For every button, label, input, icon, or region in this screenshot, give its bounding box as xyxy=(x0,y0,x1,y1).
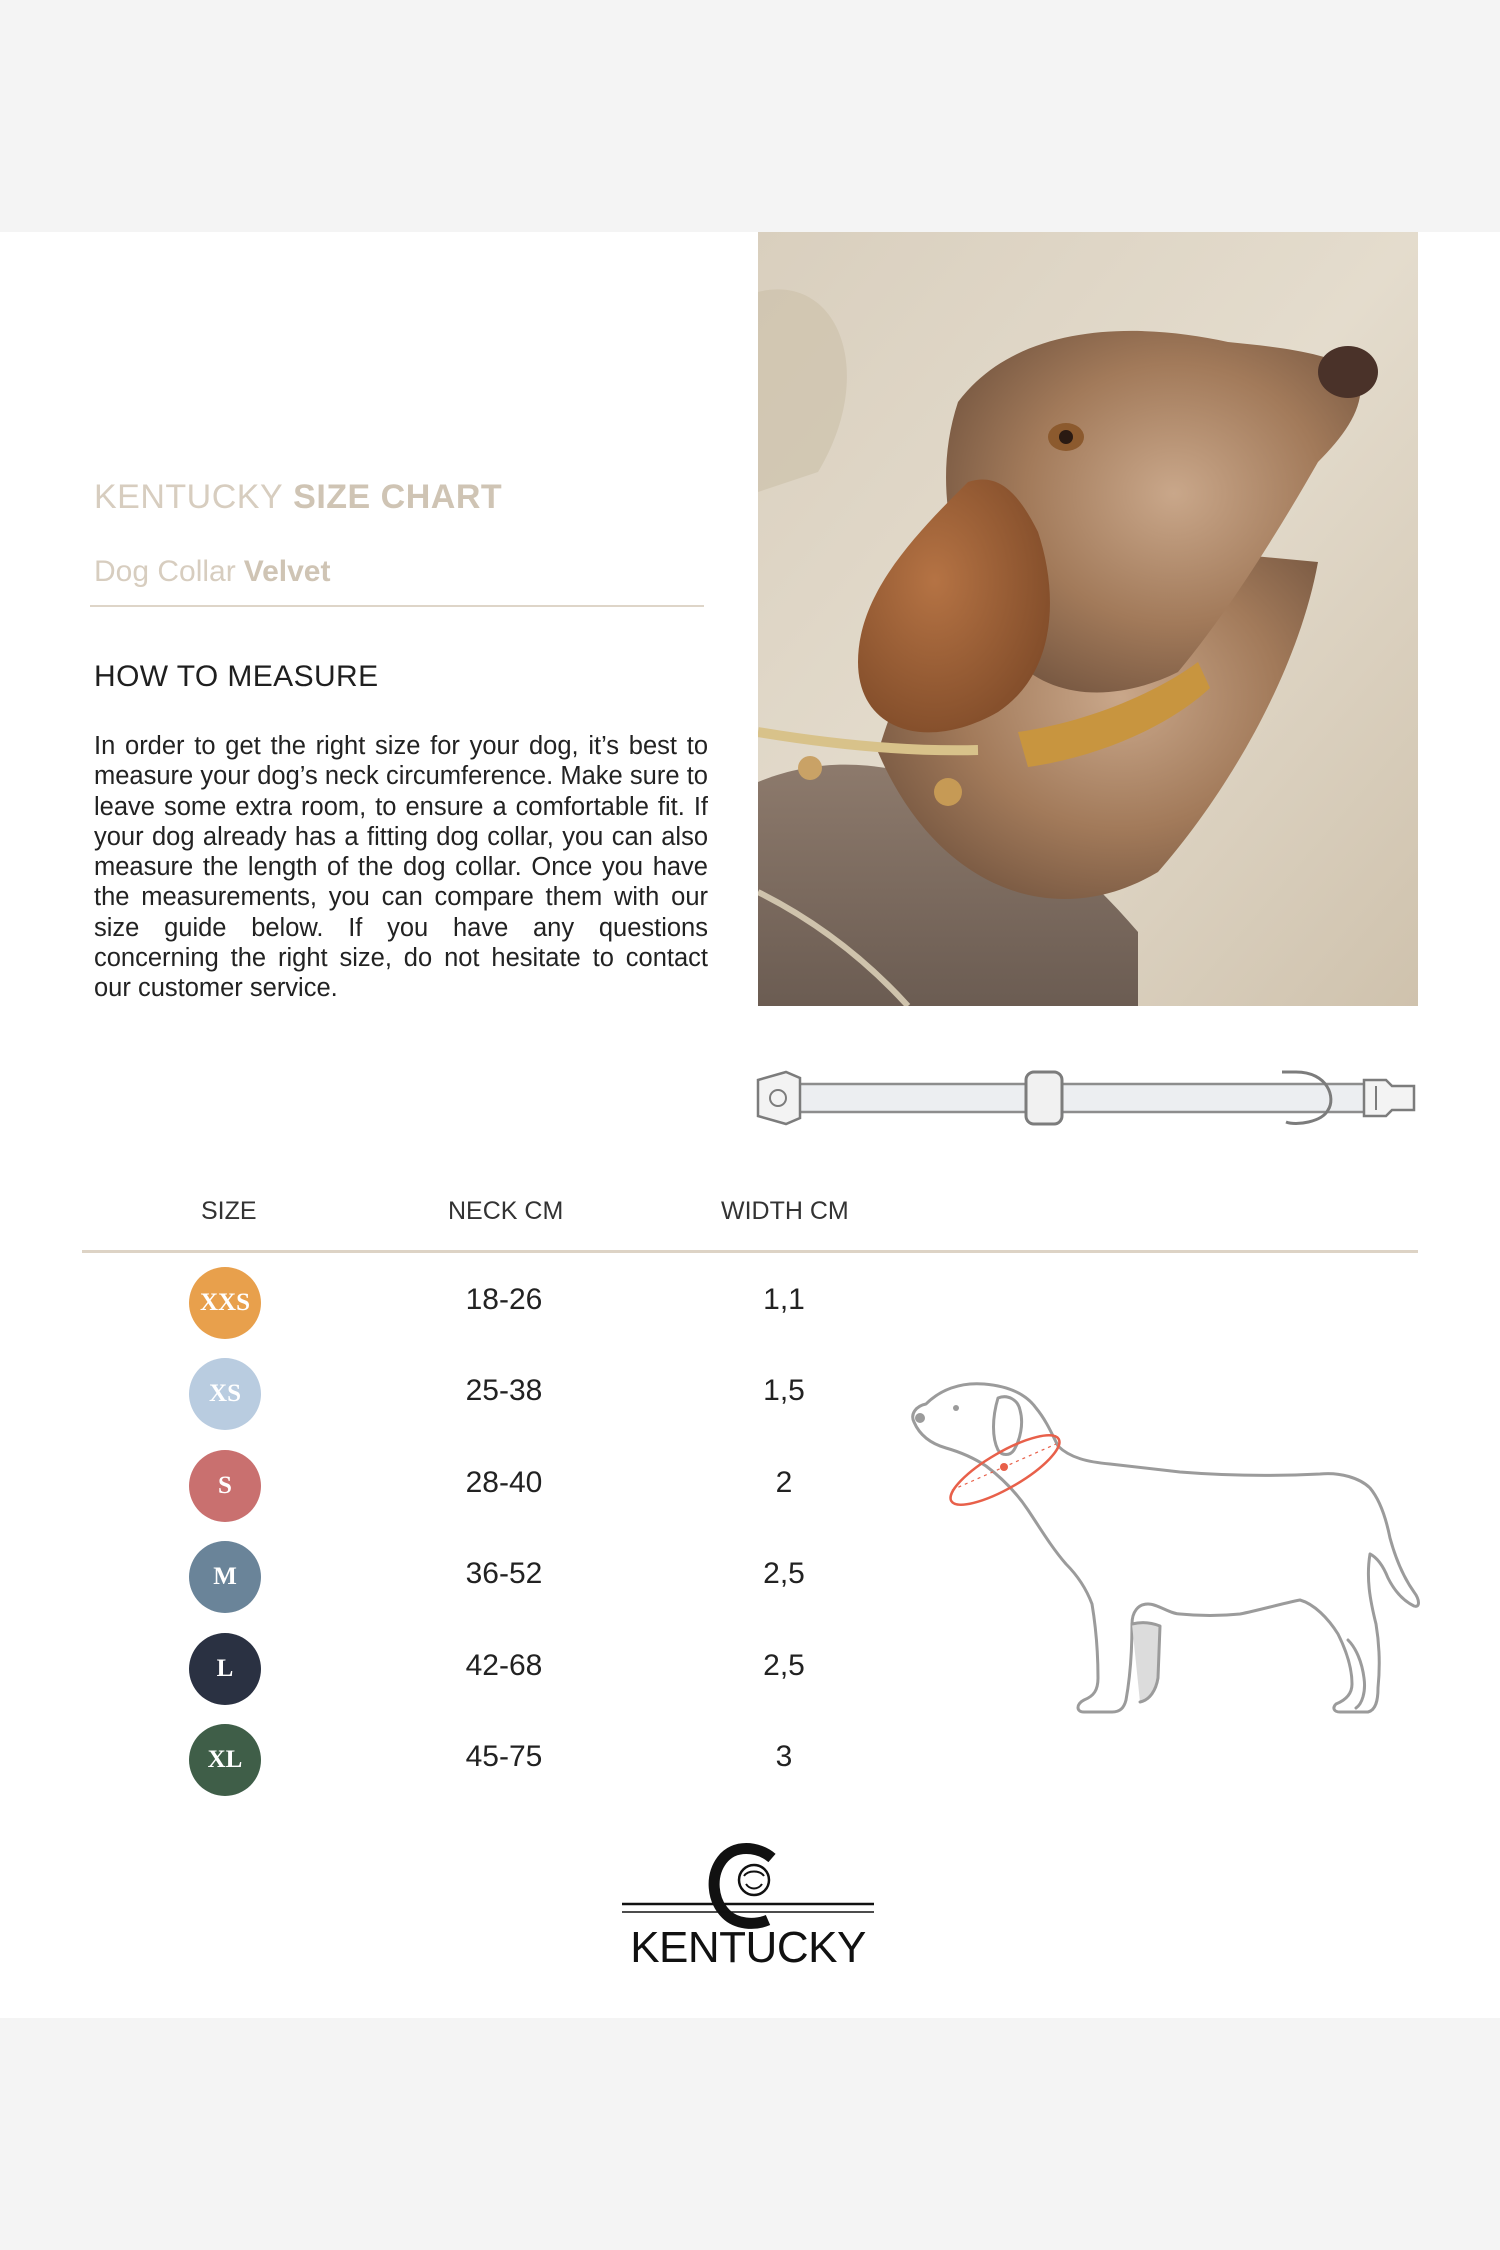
neck-value: 25-38 xyxy=(465,1374,543,1407)
width-value: 2,5 xyxy=(763,1557,805,1590)
dog-photo xyxy=(758,232,1418,1006)
how-to-measure-text: In order to get the right size for your dog, it’s best to measure your dog’s neck circumference. Make sure to leave some extra room, to ensure a comfortable fit. If your dog already has a fitting dog collar, you can also measure the length of the dog collar. Once you have the measurements, you can compare them with our size guide below. If you have any questions concerning the right size, do not hesitate to contact our customer service. xyxy=(94,732,708,1003)
size-badge: L xyxy=(189,1633,261,1705)
size-badge: S xyxy=(189,1450,261,1522)
neck-value: 36-52 xyxy=(465,1557,543,1590)
table-row xyxy=(0,1450,900,1522)
brand-name: KENTUCKY xyxy=(94,478,284,516)
neck-value: 18-26 xyxy=(465,1283,543,1316)
neck-value: 45-75 xyxy=(465,1740,543,1773)
column-header-neck: NECK CM xyxy=(448,1197,564,1225)
chart-title: SIZE CHART xyxy=(293,478,503,516)
table-row xyxy=(0,1358,900,1430)
width-value: 1,5 xyxy=(763,1374,805,1407)
table-row xyxy=(0,1541,900,1613)
title-divider xyxy=(90,605,704,607)
neck-value: 42-68 xyxy=(465,1649,543,1682)
width-value: 2 xyxy=(775,1466,793,1499)
table-row xyxy=(0,1267,900,1339)
neck-value: 28-40 xyxy=(465,1466,543,1499)
table-divider xyxy=(82,1250,1418,1253)
dog-photo-image xyxy=(758,232,1418,1006)
dog-outline-icon xyxy=(900,1378,1430,1730)
column-header-width: WIDTH CM xyxy=(721,1197,849,1225)
page-title xyxy=(94,478,502,517)
collar-diagram-icon xyxy=(756,1068,1418,1128)
logo-wordmark: KENTUCKY xyxy=(630,1923,866,1972)
product-name: Velvet xyxy=(243,555,331,588)
size-badge: M xyxy=(189,1541,261,1613)
product-title xyxy=(94,555,330,589)
kentucky-logo-icon xyxy=(618,1840,878,1970)
size-badge: XXS xyxy=(189,1267,261,1339)
table-row xyxy=(0,1724,900,1796)
width-value: 1,1 xyxy=(763,1283,805,1316)
product-prefix: Dog Collar xyxy=(94,555,236,588)
table-row xyxy=(0,1633,900,1705)
column-header-size: SIZE xyxy=(201,1197,257,1225)
size-badge: XL xyxy=(189,1724,261,1796)
width-value: 2,5 xyxy=(763,1649,805,1682)
width-value: 3 xyxy=(775,1740,793,1773)
size-badge: XS xyxy=(189,1358,261,1430)
how-to-measure-heading: HOW TO MEASURE xyxy=(94,660,379,693)
